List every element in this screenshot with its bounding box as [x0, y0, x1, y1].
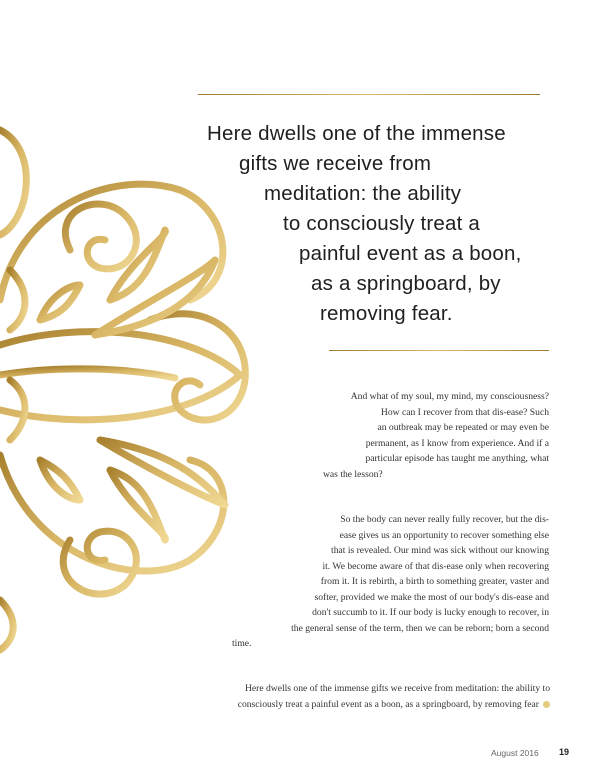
- text-line: softer, provided we make the most of our body's dis-ease and: [314, 591, 549, 603]
- text-line: Here dwells one of the immense gifts we receive from meditation: the ability to: [244, 683, 550, 694]
- text-line: [140, 697, 550, 713]
- pull-quote-line: painful event as a boon,: [299, 242, 522, 265]
- pull-quote-line: as a springboard, by: [311, 272, 501, 295]
- closing-paragraph: [140, 681, 550, 712]
- pull-quote-line: removing fear.: [320, 302, 453, 325]
- top-divider: [198, 94, 540, 95]
- text-line: permanent, as I know from experience. And if a: [365, 437, 549, 449]
- end-mark-icon: [543, 701, 550, 708]
- body-paragraph-2: [232, 512, 549, 652]
- pull-quote-line: to consciously treat a: [283, 212, 480, 235]
- text-line: was the lesson?: [323, 468, 383, 480]
- page-number: 19: [559, 747, 570, 757]
- text-line: So the body can never really fully recover, but the dis-: [340, 514, 549, 525]
- text-line: And what of my soul, my mind, my consciousness?: [350, 391, 549, 402]
- text-line: How can I recover from that dis-ease? Such: [380, 406, 549, 418]
- text-line: particular episode has taught me anything, what: [365, 453, 549, 464]
- text-line: an outbreak may be repeated or may even be: [377, 422, 549, 433]
- text-line: from it. It is rebirth, a birth to something greater, vaster and: [320, 576, 549, 587]
- middle-divider: [329, 350, 549, 351]
- footer-date: August 2016: [491, 748, 539, 758]
- text-line: the general sense of the term, then we can be reborn; born a second: [291, 622, 549, 634]
- text-line: don't succumb to it. If our body is lucky enough to recover, in: [312, 607, 549, 618]
- pull-quote-line: Here dwells one of the immense: [207, 122, 506, 145]
- text-line: it. We become aware of that dis-ease only when recovering: [322, 560, 549, 572]
- text-line: ease gives us an opportunity to recover something else: [339, 529, 549, 541]
- pull-quote-line: gifts we receive from: [239, 152, 432, 175]
- closing-text: consciously treat a painful event as a boon, as a springboard, by removing fear: [237, 698, 539, 710]
- text-line: time.: [232, 638, 252, 649]
- body-paragraph-1: [323, 389, 549, 482]
- pull-quote-line: meditation: the ability: [264, 182, 462, 205]
- text-line: that is revealed. Our mind was sick without our knowing: [331, 545, 549, 556]
